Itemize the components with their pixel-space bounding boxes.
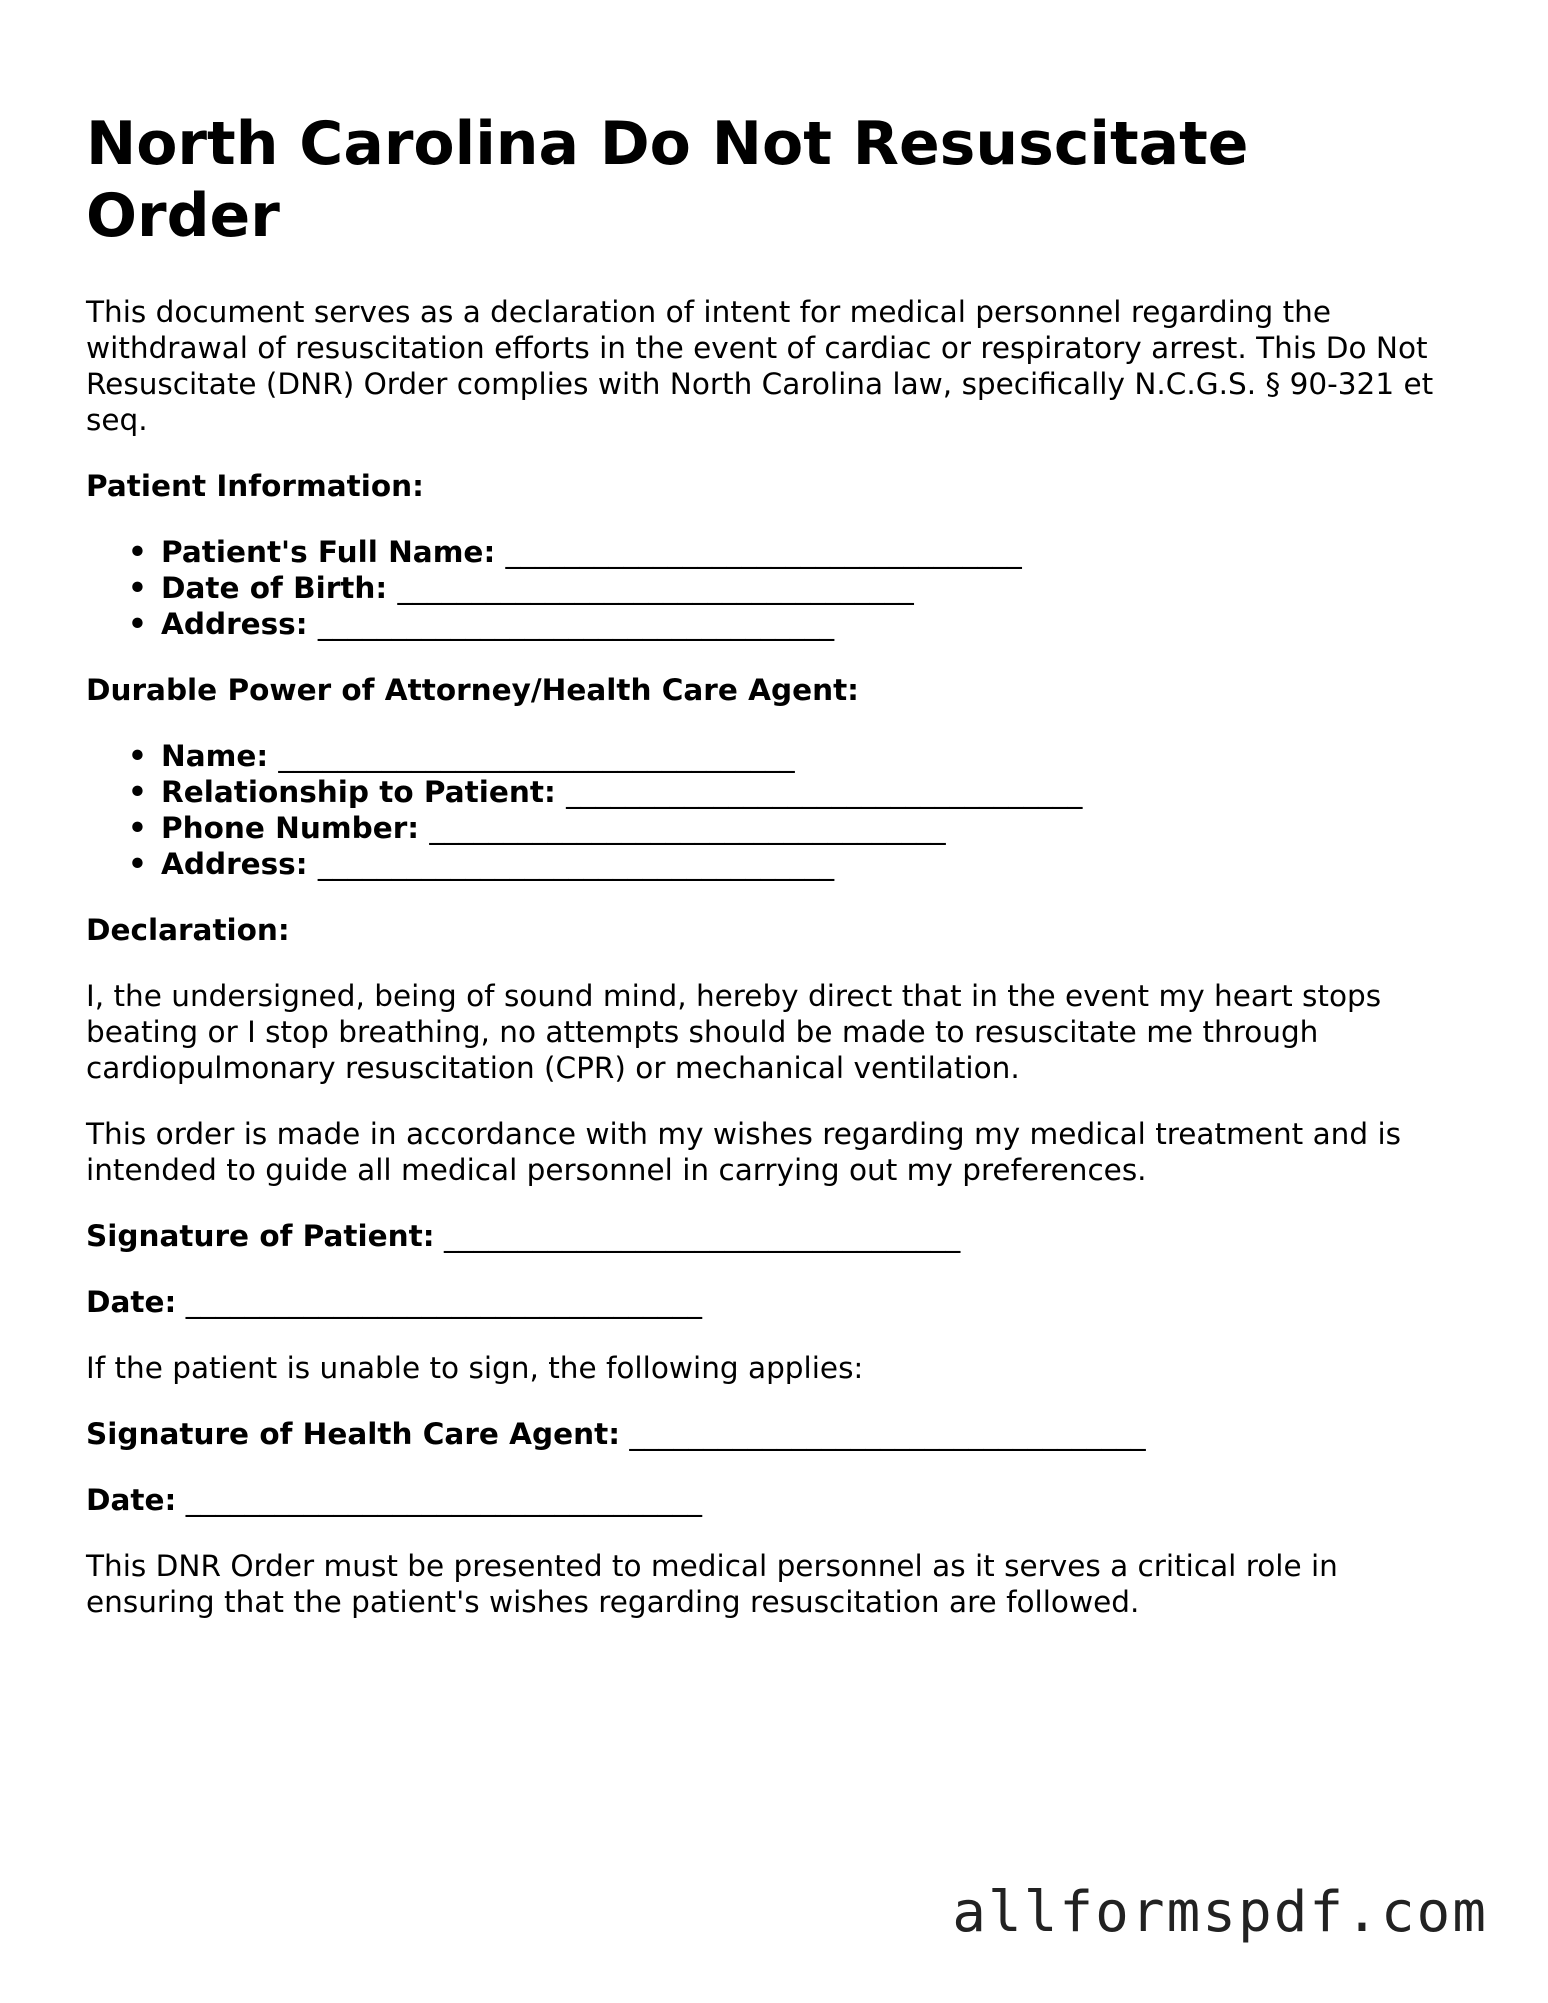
agent-phone-blank[interactable]: ___________________________________ <box>429 811 946 845</box>
declaration-paragraph-2: This order is made in accordance with my wishes regarding my medical treatment and is intended to guide all medical personnel in carrying out my preferences. <box>86 1117 1402 1187</box>
patient-address-blank[interactable]: ___________________________________ <box>317 607 835 641</box>
document-page <box>86 108 1456 1650</box>
patient-info-heading: Patient Information: <box>86 469 424 503</box>
watermark: allformspdf.com <box>952 1880 1488 1945</box>
agent-signature-blank[interactable]: ___________________________________ <box>629 1417 1146 1451</box>
page-title: North Carolina Do Not Resuscitate Order <box>86 109 1249 251</box>
patient-dob-field <box>86 570 1456 606</box>
bullet-icon: • <box>128 535 147 569</box>
bullet-icon: • <box>128 847 147 881</box>
agent-date-line <box>86 1482 1456 1518</box>
field-label: Phone Number: <box>161 811 420 845</box>
patient-address-field <box>86 606 1456 642</box>
agent-relationship-field <box>86 774 1456 810</box>
patient-date-label: Date: <box>86 1285 177 1319</box>
agent-signature-line <box>86 1416 1456 1452</box>
patient-signature-line <box>86 1218 1456 1254</box>
field-label: Address: <box>161 607 308 641</box>
agent-name-field <box>86 738 1456 774</box>
bullet-icon: • <box>128 571 147 605</box>
declaration-heading: Declaration: <box>86 913 290 947</box>
field-label: Date of Birth: <box>161 571 388 605</box>
patient-date-line <box>86 1284 1456 1320</box>
agent-address-field <box>86 846 1456 882</box>
agent-date-label: Date: <box>86 1483 177 1517</box>
field-label: Patient's Full Name: <box>161 535 496 569</box>
agent-info-list <box>86 738 1456 882</box>
agent-signature-label: Signature of Health Care Agent: <box>86 1417 621 1451</box>
bullet-icon: • <box>128 775 147 809</box>
agent-address-blank[interactable]: ___________________________________ <box>317 847 835 881</box>
agent-info-heading: Durable Power of Attorney/Health Care Agent: <box>86 673 859 707</box>
intro-paragraph: This document serves as a declaration of intent for medical personnel regarding the withdrawal of resuscitation efforts in the event of cardiac or respiratory arrest. This Do Not Resuscitate (DNR) Order complies with North Carolina law, specifically N.C.G.S. § 90-321 et seq. <box>86 295 1434 437</box>
declaration-paragraph-1: I, the undersigned, being of sound mind, hereby direct that in the event my heart stops beating or I stop breathing, no attempts should be made to resuscitate me through cardiopulmonary resuscitation (CPR) or mechanical ventilation. <box>86 979 1382 1085</box>
agent-relationship-blank[interactable]: ___________________________________ <box>566 775 1083 809</box>
patient-signature-blank[interactable]: ___________________________________ <box>443 1219 961 1253</box>
field-label: Name: <box>161 739 269 773</box>
agent-name-blank[interactable]: ___________________________________ <box>278 739 795 773</box>
patient-name-blank[interactable]: ___________________________________ <box>505 535 1022 569</box>
unable-to-sign-note: If the patient is unable to sign, the following applies: <box>86 1351 864 1385</box>
patient-name-field <box>86 534 1456 570</box>
patient-signature-label: Signature of Patient: <box>86 1219 435 1253</box>
agent-date-blank[interactable]: ___________________________________ <box>185 1483 702 1517</box>
closing-paragraph: This DNR Order must be presented to medical personnel as it serves a critical role in ensuring that the patient's wishes regarding resuscitation are followed. <box>86 1549 1338 1619</box>
patient-info-list <box>86 534 1456 642</box>
bullet-icon: • <box>128 607 147 641</box>
field-label: Relationship to Patient: <box>161 775 556 809</box>
bullet-icon: • <box>128 811 147 845</box>
agent-phone-field <box>86 810 1456 846</box>
patient-dob-blank[interactable]: ___________________________________ <box>397 571 914 605</box>
bullet-icon: • <box>128 739 147 773</box>
patient-date-blank[interactable]: ___________________________________ <box>185 1285 702 1319</box>
field-label: Address: <box>161 847 308 881</box>
